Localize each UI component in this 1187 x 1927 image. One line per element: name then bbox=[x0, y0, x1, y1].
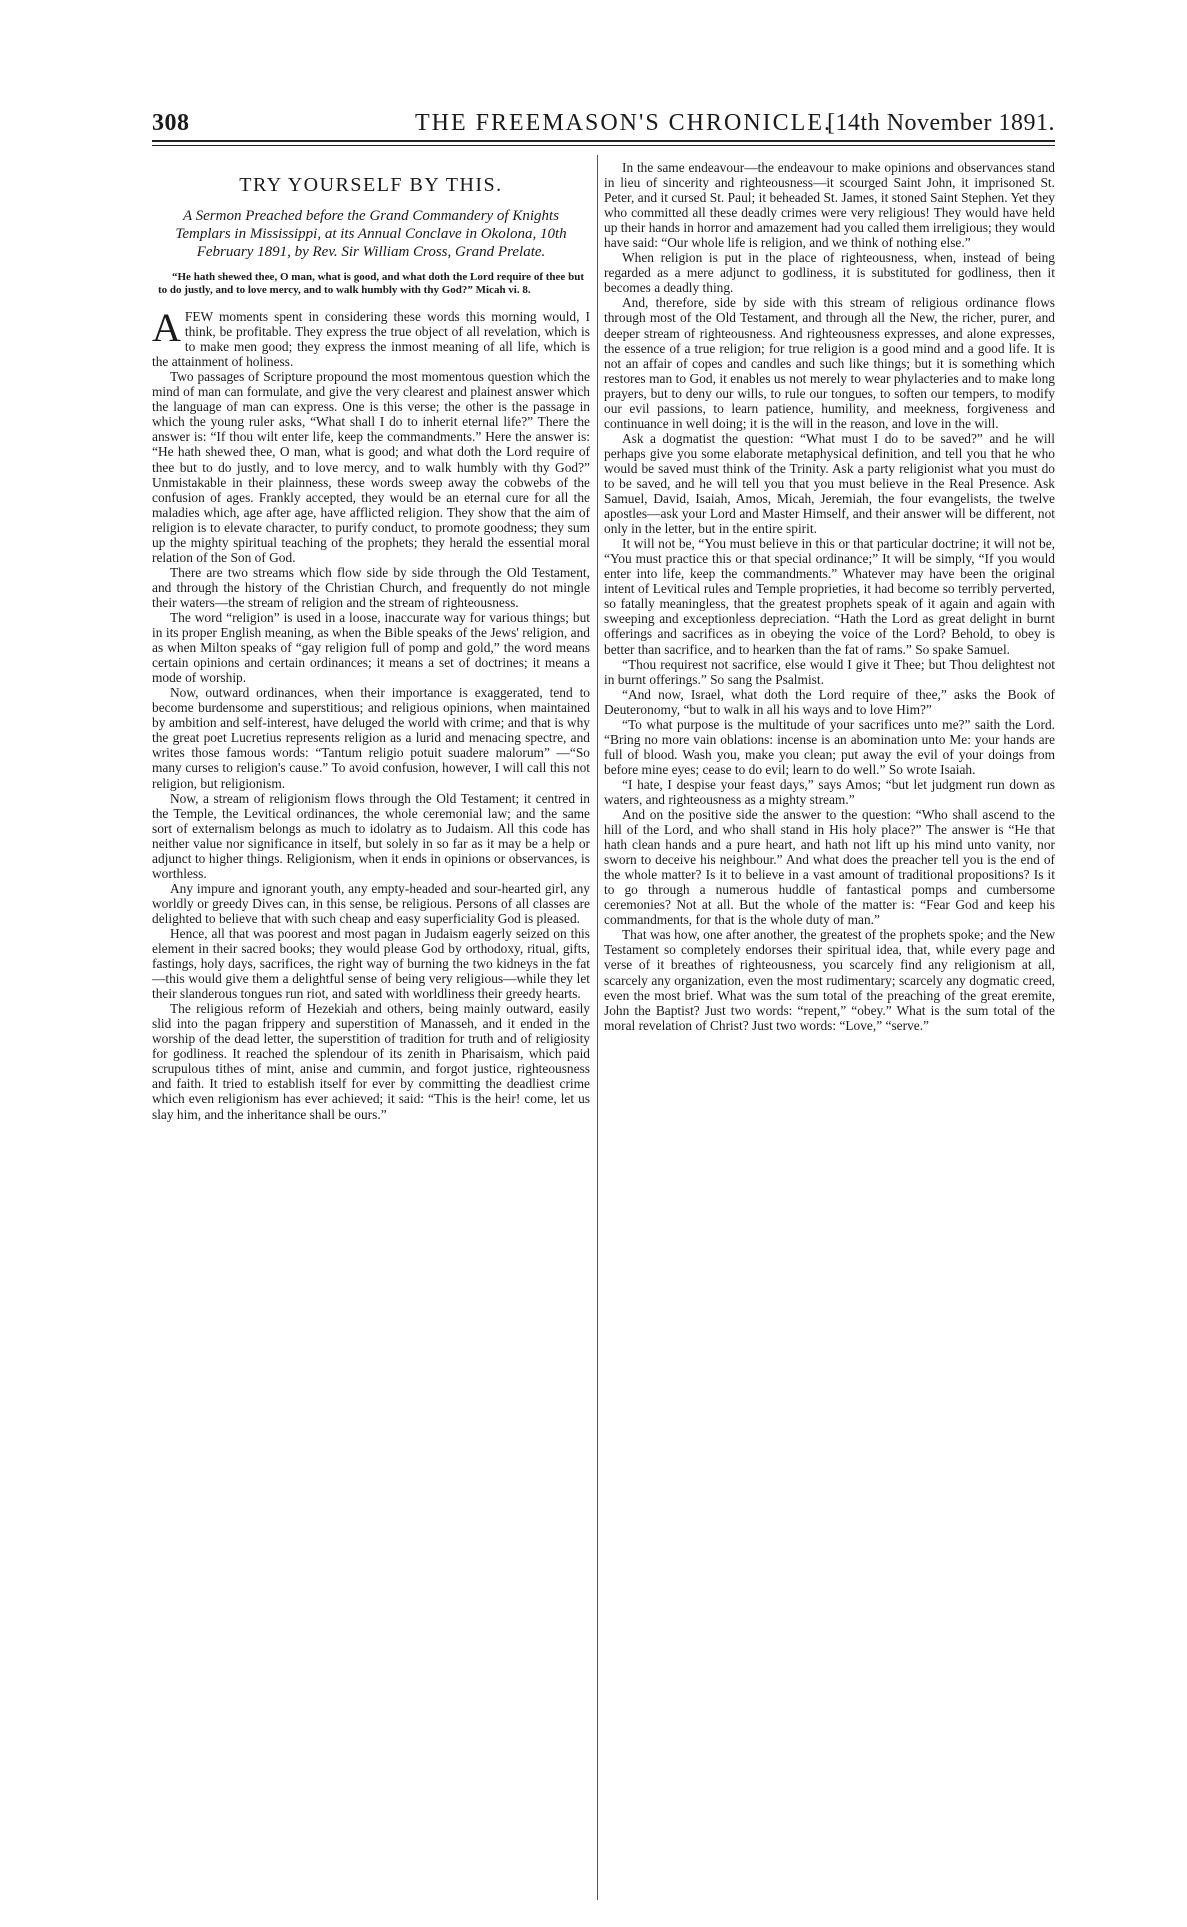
paragraph: The word “religion” is used in a loose, inaccurate way for various things; but in its proper English meaning, as when the Bible speaks of the Jews' religion, and as when Milton speaks of “gay religion full of pomp and gold,” the word means certain opinions and certain ordinances; it means a set of doctrines; it means a mode of worship. bbox=[152, 609, 590, 686]
right-column bbox=[604, 160, 1055, 1033]
article-subtitle: A Sermon Preached before the Grand Commandery of Knights Templars in Mississippi, at its Annual Conclave in Okolona, 10th February 1891, by Rev. Sir William Cross, Grand Prelate. bbox=[175, 208, 567, 261]
paragraph: Now, a stream of religionism flows through the Old Testament; it centred in the Temple, the Levitical ordinances, the whole ceremonial law; and the same sort of externalism belongs as much to idolatry as to Judaism. All this code has neither value nor significance in itself, but solely in so far as it may be a help or adjunct to higher things. Religionism, when it ends in opinions or observances, is worthless. bbox=[152, 790, 590, 881]
paragraph: It will not be, “You must believe in this or that particular doctrine; it will not be, “You must practice this or that special ordinance;” It will be simply, “If you would enter into life, keep the commandments.” Whatever may have been the original intent of Levitical rules and Temple proprieties, it had become so terribly perverted, so fatally meaningless, that the greatest prophets speak of it again and again with sweeping and exceptionless depreciation. “Hath the Lord as great delight in burnt offerings and sacrifices as in obeying the voice of the Lord? Behold, to obey is better than sacrifice, and to hearken than the fat of rams.” So spake Samuel. bbox=[604, 536, 1055, 657]
paragraph: Two passages of Scripture propound the most momentous question which the mind of man can formulate, and give the very clearest and plainest answer which the language of man can express. One is this verse; the other is the passage in which the young ruler asks, “What shall I do to inherit eternal life?” There the answer is: “If thou wilt enter life, keep the commandments.” Here the answer is: “He hath shewed thee, O man, what is good; and what doth the Lord require of thee but to do justly, and to love mercy, and to walk humbly with thy God?” Unmistakable in their plainness, these words sweep away the cobwebs of the confusion of ages. Frankly accepted, they would be an eternal cure for all the maladies which, age after age, have afflicted religion. They show that the aim of religion is to elevate character, to purify conduct, to promote goodness; they sum up the mighty spiritual teaching of the prophets; they herald the essential moral relation of the Son of God. bbox=[152, 369, 590, 565]
paragraph: AFEW moments spent in considering these words this morning would, I think, be profitable. They express the true object of all revelation, which is to make men good; they express the inmost meaning of all life, which is the attainment of holiness. bbox=[152, 305, 590, 370]
drop-cap: A bbox=[152, 305, 181, 351]
paragraph: That was how, one after another, the greatest of the prophets spoke; and the New Testament so completely endorses their spiritual idea, that, while every page and verse of it breathes of righteousness, you scarcely find any religionism at all, scarcely any organization, even the most rudimentary; scarcely any dogmatic creed, even the most brief. What was the sum total of the preaching of the great eremite, John the Baptist? Just two words: “repent,” “obey.” What is the sum total of the moral revelation of Christ? Just two words: “Love,” “serve.” bbox=[604, 927, 1055, 1033]
paragraph: There are two streams which flow side by side through the Old Testament, and through the history of the Christian Church, and frequently do not mingle their waters—the stream of religion and the stream of righteousness. bbox=[152, 564, 590, 610]
paragraph: Ask a dogmatist the question: “What must I do to be saved?” and he will perhaps give you some elaborate metaphysical definition, and tell you that he who would be saved must think of the Trinity. Ask a party religionist what you must do to be saved, and he will tell you that you must believe in the Real Presence. Ask Samuel, David, Isaiah, Amos, Micah, Jeremiah, the four evangelists, the twelve apostles—ask your Lord and Master Himself, and their answer will be different, not only in the letter, but in the entire spirit. bbox=[604, 430, 1055, 537]
paragraph: And on the positive side the answer to the question: “Who shall ascend to the hill of the Lord, and who shall stand in His holy place?” The answer is “He that hath clean hands and a pure heart, and hath not lift up his mind unto vanity, nor sworn to deceive his neighbour.” And what does the preacher tell you is the end of the whole matter? Is it to believe in a vast amount of traditional propositions? Is it to go through a numerous huddle of fantastical pomps and cumbersome ceremonies? Not at all. But the whole of the matter is: “Fear God and keep his commandments, for that is the whole duty of man.” bbox=[604, 807, 1055, 928]
paragraph: And, therefore, side by side with this stream of religious ordinance flows through most of the Old Testament, and through all the New, the richer, purer, and deeper stream of righteousness. And righteousness expresses, and alone expresses, the essence of a true religion; for true religion is a good mind and a good life. It is not an affair of copes and candles and such like things; but it is something which restores man to God, it enables us not merely to wear phylacteries and to make long prayers, but to deny our wills, to rule our tongues, to soften our tempers, to modify our evil passions, to learn patience, humility, and meekness, forgiveness and continuance in well doing; it is the will in the reason, and love in the will. bbox=[604, 295, 1055, 431]
header-rule bbox=[152, 140, 1055, 142]
paragraph: “I hate, I despise your feast days,” says Amos; “but let judgment run down as waters, and righteousness as a mighty stream.” bbox=[604, 776, 1055, 807]
paragraph: Any impure and ignorant youth, any empty-headed and sour-hearted girl, any worldly or greedy Dives can, in this sense, be religious. Persons of all classes are delighted to believe that with such cheap and easy superficiality God is pleased. bbox=[152, 880, 590, 926]
column-divider bbox=[597, 155, 598, 1900]
publication-title: THE FREEMASON'S CHRONICLE. bbox=[414, 110, 832, 136]
epigraph: “He hath shewed thee, O man, what is good, and what doth the Lord require of thee but to do justly, and to love mercy, and to walk humbly with thy God?” Micah vi. 8. bbox=[158, 271, 584, 297]
paragraph: Hence, all that was poorest and most pagan in Judaism eagerly seized on this element in their sacred books; they would please God by orthodoxy, ritual, gifts, fastings, holy days, sacrifices, the right way of burning the two kidneys in the fat—this would give them a delightful sense of being very religious—while they let their slanderous tongues run riot, and sated with worldliness their greedy hearts. bbox=[152, 925, 590, 1002]
paragraph: When religion is put in the place of righteousness, when, instead of being regarded as a mere adjunct to godliness, it is substituted for godliness, then it becomes a deadly thing. bbox=[604, 250, 1055, 296]
paragraph: Now, outward ordinances, when their importance is exaggerated, tend to become burdensome and superstitious; and religious opinions, when maintained by ambition and self-interest, have deluged the world with crime; and that is why the great poet Lucretius represents religion as a lurid and menacing spectre, and writes those famous words: “Tantum religio potuit suadere malorum” —“So many curses to religion's cause.” To avoid confusion, however, I will call this not religion, but religionism. bbox=[152, 685, 590, 791]
left-column bbox=[152, 160, 590, 1122]
paragraph: “To what purpose is the multitude of your sacrifices unto me?” saith the Lord. “Bring no more vain oblations: incense is an abomination unto Me: your hands are full of blood. Wash you, make you clean; put away the evil of your doings from before mine eyes; cease to do evil; learn to do well.” So wrote Isaiah. bbox=[604, 716, 1055, 777]
paragraph: “Thou requirest not sacrifice, else would I give it Thee; but Thou delightest not in burnt offerings.” So sang the Psalmist. bbox=[604, 656, 1055, 687]
article-title: TRY YOURSELF BY THIS. bbox=[239, 174, 503, 196]
page-number: 308 bbox=[152, 110, 190, 136]
paragraph: The religious reform of Hezekiah and others, being mainly outward, easily slid into the pagan frippery and superstition of Manasseh, and it ended in the worship of the dead letter, the superstition of tradition for truth and of religiosity for godliness. It reached the splendour of its zenith in Pharisaism, which paid scrupulous tithes of mint, anise and cummin, and forgot justice, righteousness and faith. It tried to establish itself for ever by committing the deadliest crime which even religionism has ever achieved; it said: “This is the heir! come, let us slay him, and the inheritance shall be ours.” bbox=[152, 1001, 590, 1122]
header-rule-thin bbox=[152, 145, 1055, 146]
paragraph: In the same endeavour—the endeavour to make opinions and observances stand in lieu of sincerity and righteousness—it scourged Saint John, it imprisoned St. Peter, and it cursed St. Paul; it beheaded St. James, it stoned Saint Stephen. Yet they who committed all these deadly crimes were very religious! They would have held up their hands in horror and amazement had you called them irreligious; they would have said: “Our whole life is religion, and we think of nothing else.” bbox=[604, 160, 1055, 251]
issue-date: [14th November 1891. bbox=[827, 110, 1055, 136]
paragraph: “And now, Israel, what doth the Lord require of thee,” asks the Book of Deuteronomy, “but to walk in all his ways and to love Him?” bbox=[604, 686, 1055, 717]
